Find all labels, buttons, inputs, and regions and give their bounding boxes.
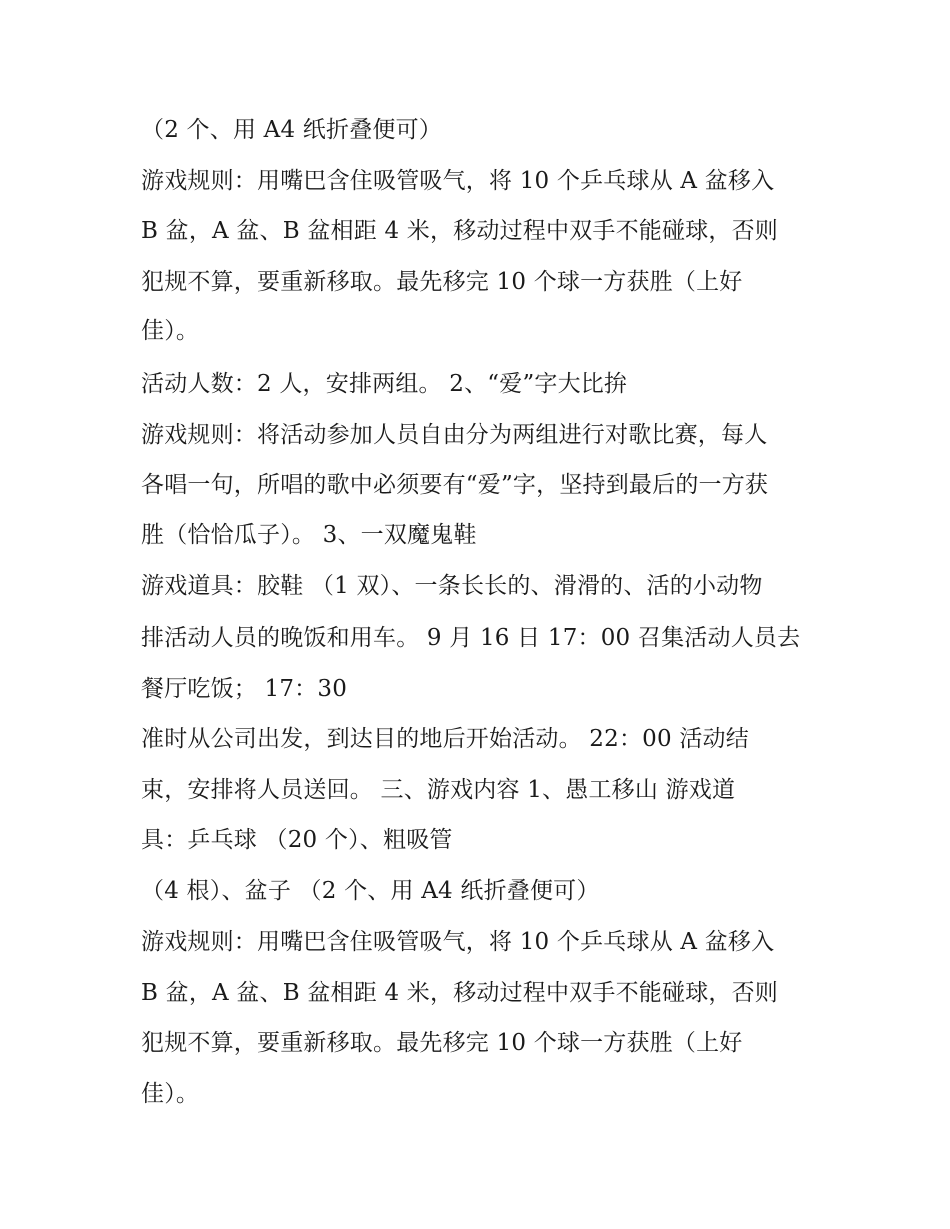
text-line: 游戏规则：将活动参加人员自由分为两组进行对歌比赛，每人: [141, 422, 768, 448]
text-line: 餐厅吃饭； 17：30: [141, 676, 348, 702]
text-line: （4 根）、盆子 （2 个、用 A4 纸折叠便可）: [141, 878, 600, 904]
text-line: 胜（恰恰瓜子）。 3、一双魔鬼鞋: [141, 522, 477, 548]
text-line: 具：乒乓球 （20 个）、粗吸管: [141, 827, 453, 853]
text-line: 准时从公司出发，到达目的地后开始活动。 22：00 活动结: [141, 726, 749, 752]
text-line: 佳）。: [141, 318, 200, 344]
text-line: 束，安排将人员送回。 三、游戏内容 1、愚工移山 游戏道: [141, 777, 736, 803]
text-line: 各唱一句，所唱的歌中必须要有“爱”字，坚持到最后的一方获: [141, 472, 769, 498]
text-line: B 盆，A 盆、B 盆相距 4 米，移动过程中双手不能碰球，否则: [141, 218, 779, 244]
text-line: 犯规不算，要重新移取。最先移完 10 个球一方获胜（上好: [141, 269, 743, 295]
text-line: 游戏规则：用嘴巴含住吸管吸气，将 10 个乒乓球从 A 盆移入: [141, 168, 775, 194]
text-line: 游戏规则：用嘴巴含住吸管吸气，将 10 个乒乓球从 A 盆移入: [141, 929, 775, 955]
text-line: 犯规不算，要重新移取。最先移完 10 个球一方获胜（上好: [141, 1030, 743, 1056]
text-line: 佳）。: [141, 1081, 200, 1107]
text-line: 游戏道具：胶鞋 （1 双）、一条长长的、滑滑的、活的小动物: [141, 573, 763, 599]
text-line: （2 个、用 A4 纸折叠便可）: [141, 117, 443, 143]
text-line: B 盆，A 盆、B 盆相距 4 米，移动过程中双手不能碰球，否则: [141, 980, 779, 1006]
text-line: 活动人数：2 人，安排两组。 2、“爱”字大比拚: [141, 371, 628, 397]
text-line: 排活动人员的晚饭和用车。 9 月 16 日 17：00 召集活动人员去: [141, 625, 801, 651]
